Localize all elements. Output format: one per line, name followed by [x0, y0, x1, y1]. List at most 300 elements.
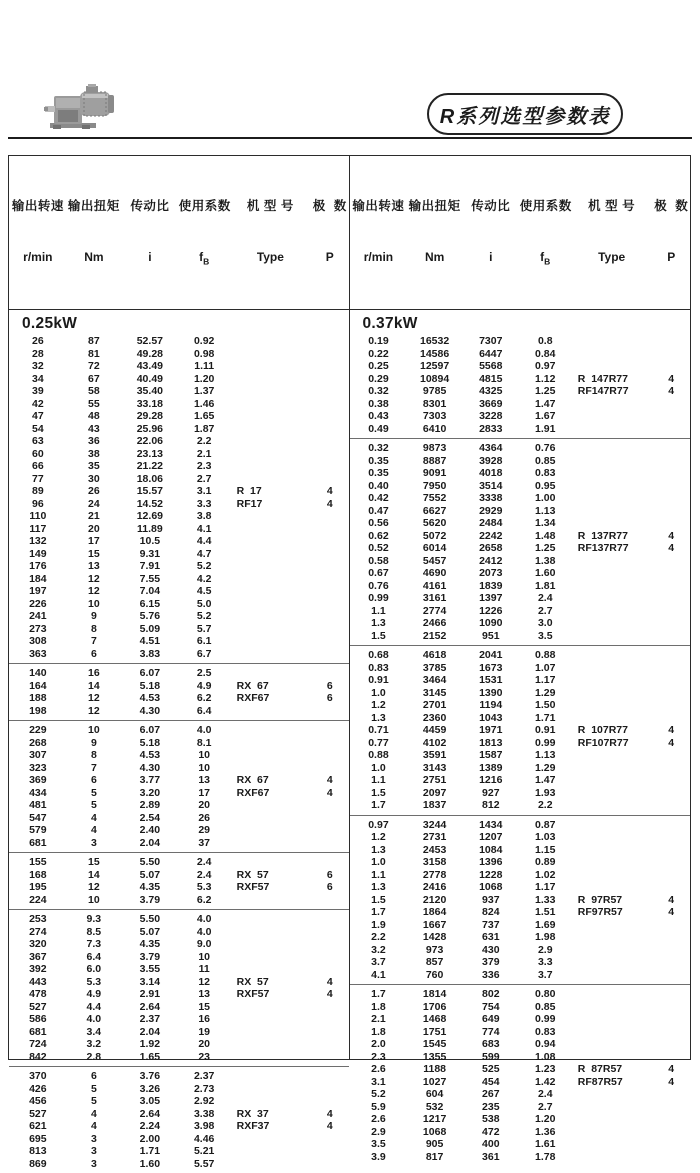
cell-service-factor: 1.47	[535, 774, 556, 787]
cell-poles	[311, 535, 348, 548]
cell-poles	[311, 1095, 348, 1108]
cell-torque: 4459	[422, 724, 447, 737]
cell-service-factor: 1.87	[193, 422, 215, 435]
cell-speed: 0.67	[368, 567, 389, 580]
cell-type	[571, 423, 653, 436]
cell-type	[571, 1138, 653, 1151]
col-service-factor: 使用系数 $f_B$	[178, 199, 231, 267]
cell-torque: 4	[90, 824, 97, 837]
cell-poles: 6	[326, 868, 333, 881]
table-row	[350, 1088, 691, 1101]
col-poles: 极 数 P	[312, 199, 347, 264]
cell-torque: 13	[88, 560, 100, 573]
cell-torque: 30	[88, 472, 100, 485]
cell-torque: 12	[88, 572, 100, 585]
table-row	[9, 774, 349, 787]
cell-poles	[311, 894, 348, 907]
cell-poles	[311, 667, 348, 680]
cell-ratio: 599	[482, 1050, 500, 1063]
cell-torque: 7.3	[86, 938, 102, 951]
table-row	[9, 523, 349, 536]
cell-speed: 132	[29, 535, 47, 548]
gearmotor-photo-svg	[44, 84, 120, 130]
cell-speed: 0.56	[368, 517, 389, 530]
cell-torque: 38	[88, 447, 100, 460]
cell-poles	[653, 580, 690, 593]
cell-speed: 0.22	[368, 347, 389, 360]
cell-poles	[311, 548, 348, 561]
table-row	[350, 931, 691, 944]
cell-torque: 1217	[422, 1113, 447, 1126]
table-row	[9, 667, 349, 680]
table-row	[350, 492, 691, 505]
cell-service-factor: 26	[198, 811, 211, 824]
cell-ratio: 7.04	[139, 585, 161, 598]
cell-type	[230, 1001, 311, 1014]
cell-ratio: 267	[482, 1088, 500, 1101]
table-row	[9, 881, 349, 894]
cell-speed: 0.32	[368, 442, 389, 455]
table-row	[9, 585, 349, 598]
cell-torque: 5	[90, 1082, 97, 1095]
table-section	[350, 645, 691, 815]
cell-poles	[653, 492, 690, 505]
cell-poles	[311, 510, 348, 523]
cell-poles	[311, 385, 348, 398]
cell-ratio: 235	[482, 1100, 500, 1113]
cell-torque: 87	[88, 335, 100, 348]
cell-type: RXF57	[236, 881, 270, 894]
table-row	[9, 976, 349, 989]
cell-torque: 1667	[422, 918, 447, 931]
cell-ratio: 5.09	[139, 622, 161, 635]
table-section	[350, 815, 691, 985]
cell-poles	[653, 819, 690, 832]
table-row	[350, 1138, 691, 1151]
cell-torque: 21	[88, 510, 100, 523]
col-ratio: 传动比 i	[130, 199, 170, 264]
cell-speed: 4.1	[371, 968, 386, 981]
cell-torque: 10	[88, 724, 100, 737]
cell-service-factor: 13	[198, 774, 211, 787]
cell-speed: 54	[32, 422, 44, 435]
cell-service-factor: 2.2	[537, 799, 553, 812]
cell-torque: 6410	[422, 422, 447, 435]
cell-service-factor: 6.4	[196, 704, 212, 717]
cell-ratio: 5.18	[139, 736, 161, 749]
cell-type: RX 37	[236, 1107, 269, 1120]
cell-ratio: 1813	[479, 736, 503, 749]
cell-ratio: 2073	[479, 567, 503, 580]
cell-type	[230, 573, 311, 586]
cell-ratio: 1.65	[139, 1050, 161, 1063]
cell-speed: 176	[29, 560, 47, 573]
table-row	[350, 894, 691, 907]
cell-type	[571, 398, 653, 411]
cell-poles: 4	[668, 724, 675, 737]
table-row	[9, 460, 349, 473]
cell-speed: 3.2	[371, 943, 386, 956]
cell-poles: 4	[326, 975, 333, 988]
cell-poles: 6	[326, 881, 333, 894]
table-row	[350, 1101, 691, 1114]
cell-speed: 32	[32, 360, 44, 373]
table-row	[9, 385, 349, 398]
cell-speed: 1.3	[371, 881, 386, 894]
table-row	[350, 1013, 691, 1026]
cell-type	[571, 1088, 653, 1101]
cell-ratio: 3.76	[139, 1070, 161, 1083]
cell-torque: 3145	[422, 686, 447, 699]
cell-torque: 2097	[422, 786, 447, 799]
cell-poles	[653, 856, 690, 869]
cell-torque: 24	[88, 497, 100, 510]
cell-torque: 8	[90, 622, 97, 635]
cell-speed: 198	[29, 704, 47, 717]
cell-type	[571, 699, 653, 712]
cell-type	[571, 1026, 653, 1039]
cell-poles	[311, 913, 348, 926]
cell-ratio: 43.49	[136, 360, 163, 373]
cell-type	[230, 667, 311, 680]
cell-service-factor: 6.7	[196, 647, 212, 660]
table-row	[350, 373, 691, 386]
cell-type	[571, 919, 653, 932]
cell-type	[230, 856, 311, 869]
cell-ratio: 2.40	[139, 824, 161, 837]
table-row	[9, 824, 349, 837]
cell-ratio: 2412	[479, 554, 503, 567]
cell-torque: 1814	[422, 988, 447, 1001]
cell-service-factor: 1.17	[535, 674, 556, 687]
table-row	[9, 335, 349, 348]
cell-type	[571, 931, 653, 944]
cell-speed: 0.29	[368, 372, 389, 385]
cell-speed: 0.71	[368, 724, 389, 737]
table-row	[350, 505, 691, 518]
cell-type	[230, 951, 311, 964]
cell-service-factor: 2.9	[537, 943, 553, 956]
cell-service-factor: 1.12	[535, 372, 556, 385]
cell-service-factor: 1.36	[535, 1125, 556, 1138]
cell-poles: 4	[668, 906, 675, 919]
cell-ratio: 3.05	[139, 1095, 161, 1108]
table-row	[9, 926, 349, 939]
cell-torque: 3	[90, 1145, 97, 1158]
cell-poles	[311, 560, 348, 573]
table-row	[350, 988, 691, 1001]
cell-ratio: 5.07	[139, 868, 161, 881]
cell-poles	[653, 1051, 690, 1064]
cell-poles	[653, 956, 690, 969]
power-label: 0.25kW	[22, 315, 78, 333]
cell-torque: 905	[425, 1138, 444, 1151]
cell-speed: 5.2	[371, 1088, 386, 1101]
cell-speed: 1.7	[371, 799, 386, 812]
cell-torque: 2.8	[86, 1050, 102, 1063]
cell-poles: 4	[668, 542, 675, 555]
cell-speed: 155	[29, 856, 47, 869]
cell-poles	[653, 762, 690, 775]
cell-poles	[311, 749, 348, 762]
cell-type	[230, 535, 311, 548]
cell-poles	[311, 1158, 348, 1171]
cell-service-factor: 1.69	[535, 918, 556, 931]
cell-type: RF17	[236, 497, 263, 510]
cell-ratio: 4.30	[139, 704, 161, 717]
cell-ratio: 6.07	[139, 724, 161, 737]
cell-torque: 8887	[422, 454, 447, 467]
cell-type	[571, 410, 653, 423]
cell-torque: 20	[88, 522, 100, 535]
cell-ratio: 2.04	[139, 1025, 161, 1038]
cell-torque: 4102	[422, 736, 447, 749]
cell-torque: 9	[90, 736, 97, 749]
cell-ratio: 937	[482, 893, 500, 906]
cell-service-factor: 2.7	[537, 604, 553, 617]
table-half-037kw	[350, 156, 691, 1163]
cell-poles: 4	[668, 893, 675, 906]
column-header	[9, 156, 349, 310]
cell-type	[230, 348, 311, 361]
cell-type	[230, 373, 311, 386]
table-row	[9, 692, 349, 705]
cell-torque: 817	[425, 1150, 444, 1163]
cell-type	[571, 442, 653, 455]
cell-service-factor: 4.46	[193, 1132, 215, 1145]
cell-poles	[311, 824, 348, 837]
table-row	[350, 831, 691, 844]
cell-ratio: 2.54	[139, 811, 161, 824]
cell-ratio: 3.79	[139, 950, 161, 963]
cell-torque: 2778	[422, 868, 447, 881]
cell-service-factor: 3.3	[537, 956, 553, 969]
cell-service-factor: 0.83	[535, 1025, 556, 1038]
cell-speed: 2.6	[371, 1063, 386, 1076]
cell-poles	[653, 1013, 690, 1026]
cell-torque: 9	[90, 610, 97, 623]
cell-type	[230, 913, 311, 926]
cell-service-factor: 1.03	[535, 831, 556, 844]
cell-type	[571, 969, 653, 982]
cell-speed: 274	[29, 925, 47, 938]
table-row	[9, 988, 349, 1001]
cell-type	[230, 724, 311, 737]
cell-type	[571, 335, 653, 348]
cell-torque: 5	[90, 1095, 97, 1108]
cell-speed: 28	[32, 347, 44, 360]
cell-service-factor: 1.29	[535, 686, 556, 699]
table-section	[9, 909, 349, 1066]
cell-speed: 579	[29, 824, 47, 837]
cell-poles	[653, 662, 690, 675]
cell-poles	[311, 448, 348, 461]
cell-torque: 10	[88, 597, 100, 610]
cell-ratio: 15.57	[136, 485, 163, 498]
cell-speed: 197	[29, 585, 47, 598]
cell-type	[230, 1145, 311, 1158]
table-row	[9, 762, 349, 775]
cell-poles	[311, 623, 348, 636]
cell-type	[571, 455, 653, 468]
cell-service-factor: 2.4	[196, 868, 212, 881]
cell-ratio: 2658	[479, 542, 503, 555]
cell-torque: 1355	[422, 1050, 447, 1063]
table-row	[9, 598, 349, 611]
cell-poles	[653, 555, 690, 568]
table-row	[9, 1108, 349, 1121]
cell-type	[571, 749, 653, 762]
cell-torque: 26	[88, 485, 100, 498]
cell-service-factor: 23	[198, 1050, 211, 1063]
cell-ratio: 400	[482, 1138, 500, 1151]
cell-torque: 5072	[422, 529, 447, 542]
cell-service-factor: 5.21	[193, 1145, 215, 1158]
table-row	[9, 398, 349, 411]
table-row	[350, 1113, 691, 1126]
cell-torque: 3	[90, 1132, 97, 1145]
cell-torque: 8	[90, 749, 97, 762]
table-row	[9, 360, 349, 373]
cell-torque: 4690	[422, 567, 447, 580]
cell-torque: 4	[90, 1107, 97, 1120]
cell-poles	[653, 442, 690, 455]
cell-type	[571, 712, 653, 725]
cell-service-factor: 20	[198, 1038, 211, 1051]
cell-torque: 43	[88, 422, 100, 435]
cell-poles	[311, 423, 348, 436]
table-section	[350, 310, 691, 438]
table-section	[350, 984, 691, 1166]
cell-ratio: 649	[482, 1013, 500, 1026]
table-row	[350, 1063, 691, 1076]
cell-speed: 0.35	[368, 454, 389, 467]
cell-speed: 226	[29, 597, 47, 610]
cell-ratio: 2.37	[139, 1013, 161, 1026]
cell-poles	[653, 467, 690, 480]
cell-service-factor: 13	[198, 988, 211, 1001]
cell-torque: 15	[88, 547, 100, 560]
cell-type	[571, 831, 653, 844]
cell-speed: 60	[32, 447, 44, 460]
cell-service-factor: 29	[198, 824, 211, 837]
cell-service-factor: 3.98	[193, 1120, 215, 1133]
cell-service-factor: 5.2	[196, 560, 212, 573]
cell-ratio: 12.69	[136, 510, 163, 523]
cell-service-factor: 3.38	[193, 1107, 215, 1120]
cell-service-factor: 2.7	[537, 1100, 553, 1113]
cell-poles	[653, 360, 690, 373]
table-row	[9, 1051, 349, 1064]
cell-service-factor: 5.7	[196, 622, 212, 635]
table-section	[9, 663, 349, 720]
cell-ratio: 2833	[479, 422, 503, 435]
cell-type	[571, 617, 653, 630]
table-row	[350, 442, 691, 455]
cell-poles	[311, 1026, 348, 1039]
table-row	[350, 1001, 691, 1014]
cell-speed: 527	[29, 1000, 47, 1013]
table-row	[9, 1070, 349, 1083]
cell-torque: 10	[88, 893, 100, 906]
table-row	[350, 605, 691, 618]
cell-type	[230, 610, 311, 623]
cell-ratio: 737	[482, 918, 500, 931]
cell-service-factor: 2.73	[193, 1082, 215, 1095]
cell-service-factor: 1.02	[535, 868, 556, 881]
cell-service-factor: 0.85	[535, 1000, 556, 1013]
cell-torque: 2751	[422, 774, 447, 787]
cell-speed: 1.1	[371, 774, 386, 787]
cell-speed: 0.47	[368, 504, 389, 517]
cell-torque: 16532	[420, 335, 450, 348]
col-type: 机 型 号 Type	[588, 199, 636, 264]
table-section	[9, 720, 349, 852]
cell-type	[230, 938, 311, 951]
cell-torque: 12	[88, 692, 100, 705]
table-row	[9, 485, 349, 498]
table-row	[350, 944, 691, 957]
cell-service-factor: 3.8	[196, 510, 212, 523]
cell-torque: 2774	[422, 604, 447, 617]
cell-type	[571, 360, 653, 373]
cell-ratio: 3669	[479, 397, 503, 410]
table-row	[9, 435, 349, 448]
cell-service-factor: 2.92	[193, 1095, 215, 1108]
cell-speed: 1.7	[371, 988, 386, 1001]
cell-type: RX 67	[236, 679, 269, 692]
cell-service-factor: 2.4	[537, 592, 553, 605]
cell-ratio: 1.92	[139, 1038, 161, 1051]
table-row	[9, 787, 349, 800]
cell-torque: 6.0	[86, 963, 102, 976]
cell-torque: 2360	[422, 711, 447, 724]
col-output-speed: 输出转速 r/min	[352, 199, 405, 264]
cell-poles	[653, 969, 690, 982]
cell-torque: 81	[88, 347, 100, 360]
cell-ratio: 2484	[479, 517, 503, 530]
cell-poles	[653, 348, 690, 361]
table-row	[350, 423, 691, 436]
cell-speed: 842	[29, 1050, 47, 1063]
cell-speed: 195	[29, 881, 47, 894]
cell-service-factor: 10	[198, 950, 211, 963]
table-row	[9, 1133, 349, 1146]
cell-service-factor: 4.9	[196, 679, 212, 692]
cell-type	[571, 492, 653, 505]
cell-service-factor: 1.91	[535, 422, 556, 435]
cell-type	[230, 385, 311, 398]
cell-ratio: 1.60	[139, 1157, 161, 1170]
cell-speed: 63	[32, 435, 44, 448]
cell-poles	[653, 944, 690, 957]
cell-service-factor: 2.7	[196, 472, 212, 485]
cell-speed: 0.19	[368, 335, 389, 348]
table-row	[350, 1126, 691, 1139]
cell-service-factor: 1.20	[193, 372, 215, 385]
cell-service-factor: 1.60	[535, 567, 556, 580]
table-row	[350, 630, 691, 643]
cell-torque: 16	[88, 667, 100, 680]
cell-speed: 1.8	[371, 1025, 386, 1038]
cell-torque: 10894	[420, 372, 450, 385]
cell-torque: 1545	[422, 1038, 447, 1051]
cell-ratio: 1389	[479, 761, 503, 774]
cell-torque: 7552	[422, 492, 447, 505]
cell-ratio: 5.07	[139, 925, 161, 938]
cell-type	[571, 844, 653, 857]
cell-type	[230, 398, 311, 411]
